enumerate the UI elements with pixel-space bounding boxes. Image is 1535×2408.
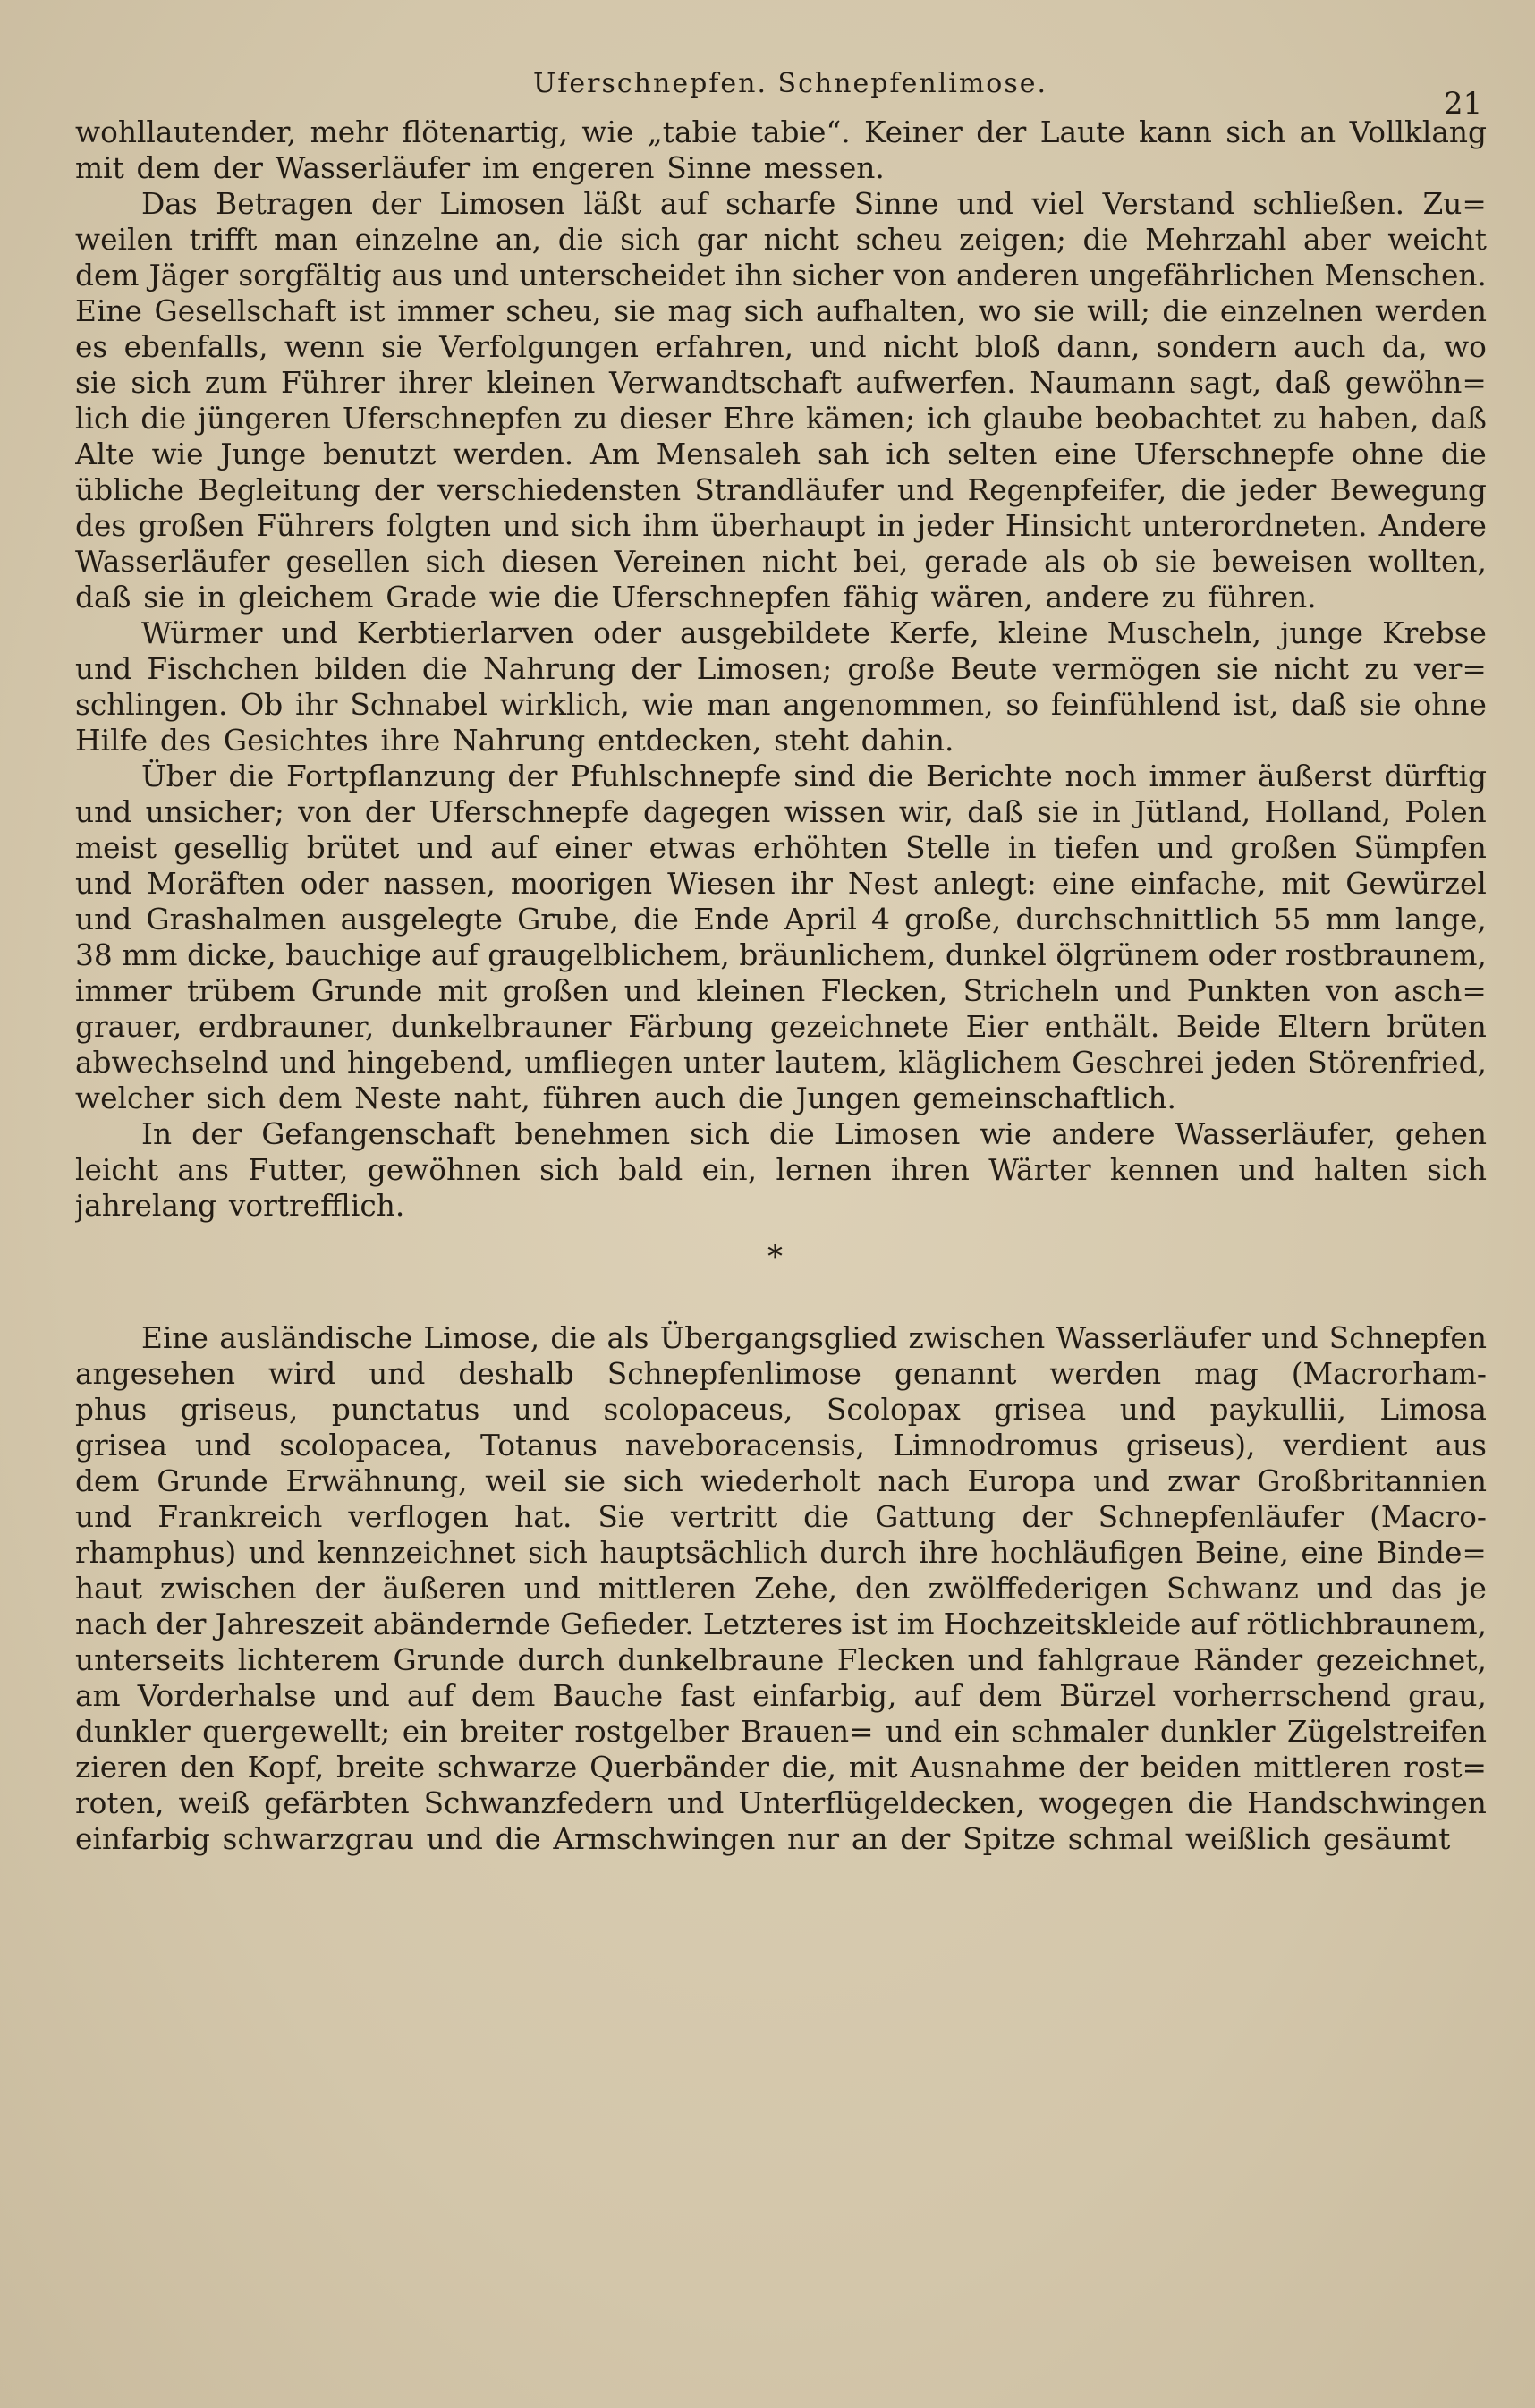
text-line: haut zwischen der äußeren und mittleren Zehe, den zwölffederigen Schwanz und das je	[75, 1572, 1487, 1606]
text-line: meist gesellig brütet und auf einer etwas erhöhten Stelle in tiefen und großen Sümpfen	[75, 831, 1487, 865]
running-head: Uferschnepfen. Schnepfenlimose.	[533, 68, 1048, 99]
text-line: grauer, erdbrauner, dunkelbrauner Färbung gezeichnete Eier enthält. Beide Eltern brüten	[75, 1010, 1487, 1044]
text-line: dunkler quergewellt; ein breiter rostgelber Brauen= und ein schmaler dunkler Zügelstreifen	[75, 1715, 1487, 1749]
text-line: Eine Gesellschaft ist immer scheu, sie mag sich aufhalten, wo sie will; die einzelnen werden	[75, 294, 1487, 328]
text-line: leicht ans Futter, gewöhnen sich bald ein, lernen ihren Wärter kennen und halten sich	[75, 1153, 1487, 1187]
text-line: grisea und scolopacea, Totanus naveboracensis, Limnodromus griseus), verdient aus	[75, 1429, 1487, 1463]
paragraph	[75, 759, 1487, 1116]
paragraph	[75, 186, 1487, 615]
page-header	[0, 63, 1535, 122]
text-line: Würmer und Kerbtierlarven oder ausgebildete Kerfe, kleine Muscheln, junge Krebse	[141, 616, 1487, 650]
text-line: und unsicher; von der Uferschnepfe dagegen wissen wir, daß sie in Jütland, Holland, Polen	[75, 795, 1487, 829]
text-line: schlingen. Ob ihr Schnabel wirklich, wie man angenommen, so feinfühlend ist, daß sie ohne	[75, 688, 1487, 722]
text-line: und Moräften oder nassen, moorigen Wiesen ihr Nest anlegt: eine einfache, mit Gewürzel	[75, 867, 1487, 901]
paragraph	[75, 1320, 1487, 1857]
page-number: 21	[1444, 86, 1483, 122]
text-line: jahrelang vortrefflich.	[75, 1189, 405, 1223]
text-line: nach der Jahreszeit abändernde Gefieder. Letzteres ist im Hochzeitskleide auf rötlichbraunem,	[75, 1607, 1487, 1641]
text-line: immer trübem Grunde mit großen und kleinen Flecken, Stricheln und Punkten von asch=	[75, 974, 1487, 1008]
text-line: wohllautender, mehr flötenartig, wie „tabie tabie“. Keiner der Laute kann sich an Vollklang	[75, 115, 1487, 149]
text-line: phus griseus, punctatus und scolopaceus, Scolopax grisea und paykullii, Limosa	[75, 1393, 1487, 1427]
text-line: zieren den Kopf, breite schwarze Querbänder die, mit Ausnahme der beiden mittleren rost=	[75, 1751, 1487, 1785]
text-line: mit dem der Wasserläufer im engeren Sinne messen.	[75, 151, 885, 185]
text-line: Hilfe des Gesichtes ihre Nahrung entdecken, steht dahin.	[75, 724, 954, 758]
text-line: Alte wie Junge benutzt werden. Am Mensaleh sah ich selten eine Uferschnepfe ohne die	[75, 437, 1487, 471]
text-line: des großen Führers folgten und sich ihm überhaupt in jeder Hinsicht unterordneten. Andere	[75, 509, 1487, 543]
text-line: und Grashalmen ausgelegte Grube, die Ende April 4 große, durchschnittlich 55 mm lange,	[75, 903, 1487, 937]
text-line: Über die Fortpflanzung der Pfuhlschnepfe sind die Berichte noch immer äußerst dürftig	[141, 759, 1487, 793]
text-line: dem Jäger sorgfältig aus und unterscheidet ihn sicher von anderen ungefährlichen Menschen.	[75, 259, 1487, 293]
text-line: angesehen wird und deshalb Schnepfenlimose genannt werden mag (Macrorham-	[75, 1357, 1487, 1391]
text-line: abwechselnd und hingebend, umfliegen unter lautem, kläglichem Geschrei jeden Störenfried,	[75, 1046, 1487, 1080]
text-line: daß sie in gleichem Grade wie die Uferschnepfen fähig wären, andere zu führen.	[75, 581, 1317, 615]
text-line: einfarbig schwarzgrau und die Armschwingen nur an der Spitze schmal weißlich gesäumt	[75, 1822, 1451, 1856]
body-text	[75, 114, 1487, 1857]
text-line: 38 mm dicke, bauchige auf graugelblichem, bräunlichem, dunkel ölgrünem oder rostbraunem,	[75, 938, 1487, 972]
paragraph	[75, 114, 1487, 186]
section-schnepfenlimose	[75, 1320, 1487, 1857]
section-ornament: *	[768, 1239, 783, 1275]
text-line: unterseits lichterem Grunde durch dunkelbraune Flecken und fahlgraue Ränder gezeichnet,	[75, 1643, 1487, 1677]
text-line: Wasserläufer gesellen sich diesen Vereinen nicht bei, gerade als ob sie beweisen wollten,	[75, 545, 1487, 579]
paragraph	[75, 615, 1487, 759]
text-line: Das Betragen der Limosen läßt auf scharfe Sinne und viel Verstand schließen. Zu=	[141, 187, 1487, 221]
text-line: übliche Begleitung der verschiedensten Strandläufer und Regenpfeifer, die jeder Bewegung	[75, 473, 1487, 507]
text-line: roten, weiß gefärbten Schwanzfedern und Unterflügeldecken, wogegen die Handschwingen	[75, 1786, 1487, 1820]
text-line: welcher sich dem Neste naht, führen auch die Jungen gemeinschaftlich.	[75, 1081, 1176, 1115]
text-line: dem Grunde Erwähnung, weil sie sich wiederholt nach Europa und zwar Großbritannien	[75, 1464, 1487, 1498]
text-line: und Fischchen bilden die Nahrung der Limosen; große Beute vermögen sie nicht zu ver=	[75, 652, 1487, 686]
paragraph	[75, 1116, 1487, 1224]
text-line: am Vorderhalse und auf dem Bauche fast einfarbig, auf dem Bürzel vorherrschend grau,	[75, 1679, 1487, 1713]
text-line: sie sich zum Führer ihrer kleinen Verwandtschaft aufwerfen. Naumann sagt, daß gewöhn=	[75, 366, 1487, 400]
text-line: es ebenfalls, wenn sie Verfolgungen erfahren, und nicht bloß dann, sondern auch da, wo	[75, 330, 1487, 364]
text-line: In der Gefangenschaft benehmen sich die Limosen wie andere Wasserläufer, gehen	[141, 1117, 1487, 1151]
text-line: lich die jüngeren Uferschnepfen zu dieser Ehre kämen; ich glaube beobachtet zu haben, daß	[75, 402, 1487, 436]
text-line: Eine ausländische Limose, die als Übergangsglied zwischen Wasserläufer und Schnepfen	[141, 1321, 1487, 1355]
text-line: und Frankreich verflogen hat. Sie vertritt die Gattung der Schnepfenläufer (Macro-	[75, 1500, 1487, 1534]
text-line: rhamphus) und kennzeichnet sich hauptsächlich durch ihre hochläufigen Beine, eine Binde=	[75, 1536, 1487, 1570]
section-limosen	[75, 114, 1487, 1224]
text-line: weilen trifft man einzelne an, die sich gar nicht scheu zeigen; die Mehrzahl aber weicht	[75, 223, 1487, 257]
